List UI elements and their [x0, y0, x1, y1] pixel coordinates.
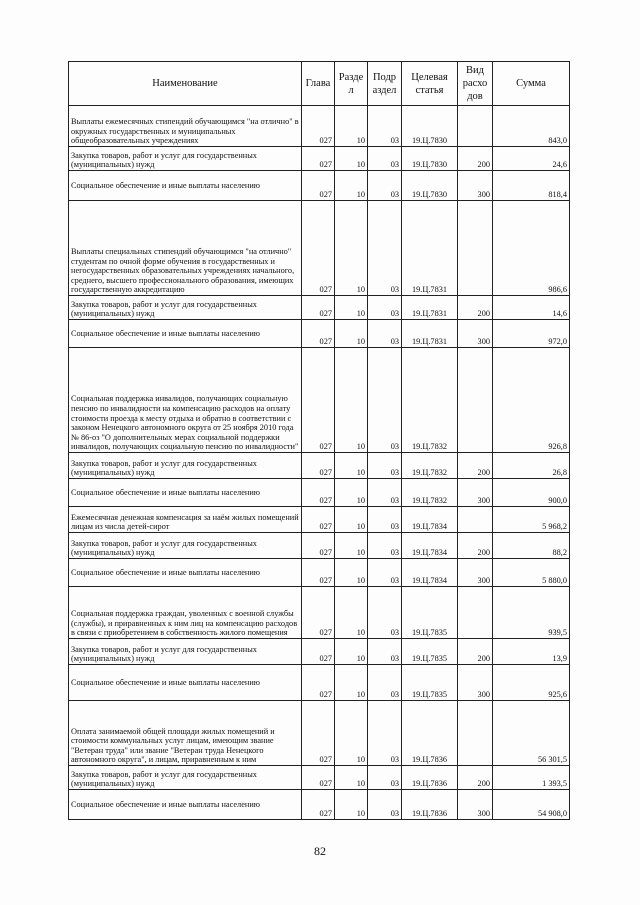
table-row	[69, 639, 570, 665]
row-section: 10	[335, 479, 368, 507]
row-chapter: 027	[302, 320, 335, 348]
row-target-item: 19.Ц.7835	[402, 587, 458, 639]
table-row	[69, 790, 570, 820]
row-chapter: 027	[302, 701, 335, 766]
table-row	[69, 171, 570, 201]
row-amount: 54 908,0	[493, 790, 570, 820]
row-section: 10	[335, 507, 368, 533]
row-target-item: 19.Ц.7830	[402, 106, 458, 147]
row-chapter: 027	[302, 348, 335, 453]
row-amount: 926,8	[493, 348, 570, 453]
row-expense-type: 200	[458, 533, 493, 559]
row-amount: 24,6	[493, 147, 570, 171]
row-target-item: 19.Ц.7834	[402, 507, 458, 533]
row-amount: 843,0	[493, 106, 570, 147]
row-expense-type: 300	[458, 171, 493, 201]
table-row	[69, 147, 570, 171]
row-name: Социальное обеспечение и иные выплаты населению	[69, 559, 302, 587]
row-section: 10	[335, 559, 368, 587]
page-number: 82	[314, 844, 326, 858]
row-amount: 939,5	[493, 587, 570, 639]
row-subsection: 03	[368, 147, 402, 171]
header-target-item: Целевая статья	[402, 62, 458, 106]
row-expense-type: 300	[458, 479, 493, 507]
row-target-item: 19.Ц.7836	[402, 766, 458, 790]
table-row	[69, 701, 570, 766]
row-amount: 1 393,5	[493, 766, 570, 790]
row-amount: 5 968,2	[493, 507, 570, 533]
row-subsection: 03	[368, 320, 402, 348]
table-row	[69, 507, 570, 533]
row-subsection: 03	[368, 479, 402, 507]
row-name: Оплата занимаемой общей площади жилых помещений и стоимости коммунальных услуг лицам, имеющим звание "Ветеран труда" или звание "Ветеран труда Ненецкого автономного округа", и лицам, приравненным к ним	[69, 701, 302, 766]
table-header-row	[69, 62, 570, 106]
row-target-item: 19.Ц.7834	[402, 559, 458, 587]
row-target-item: 19.Ц.7832	[402, 453, 458, 479]
header-name: Наименование	[69, 62, 302, 106]
row-subsection: 03	[368, 559, 402, 587]
row-subsection: 03	[368, 106, 402, 147]
row-name: Закупка товаров, работ и услуг для государственных (муниципальных) нужд	[69, 296, 302, 320]
row-target-item: 19.Ц.7832	[402, 479, 458, 507]
row-expense-type	[458, 348, 493, 453]
row-name: Выплаты ежемесячных стипендий обучающимся "на отлично" в окружных государственных и муниципальных общеобразовательных учреждениях	[69, 106, 302, 147]
row-section: 10	[335, 790, 368, 820]
row-section: 10	[335, 296, 368, 320]
budget-table	[68, 61, 570, 820]
row-name: Закупка товаров, работ и услуг для государственных (муниципальных) нужд	[69, 453, 302, 479]
row-name: Закупка товаров, работ и услуг для государственных (муниципальных) нужд	[69, 766, 302, 790]
row-name: Социальная поддержка граждан, уволенных с военной службы (службы), и приравненных к ним лиц на компенсацию расходов в связи с приобретением в собственность жилого помещения	[69, 587, 302, 639]
header-section: Разде л	[335, 62, 368, 106]
header-chapter: Глава	[302, 62, 335, 106]
row-name: Социальное обеспечение и иные выплаты населению	[69, 479, 302, 507]
row-subsection: 03	[368, 348, 402, 453]
row-subsection: 03	[368, 701, 402, 766]
row-amount: 986,6	[493, 201, 570, 296]
row-section: 10	[335, 453, 368, 479]
row-expense-type	[458, 507, 493, 533]
table-row	[69, 766, 570, 790]
row-amount: 14,6	[493, 296, 570, 320]
table-row	[69, 348, 570, 453]
row-target-item: 19.Ц.7835	[402, 665, 458, 701]
row-name: Социальное обеспечение и иные выплаты населению	[69, 665, 302, 701]
row-target-item: 19.Ц.7835	[402, 639, 458, 665]
row-section: 10	[335, 320, 368, 348]
row-name: Социальная поддержка инвалидов, получающих социальную пенсию по инвалидности на компенсацию расходов на оплату стоимости проезда к месту отдыха и обратно в соответствии с законом Ненецкого автономного округа от 25 ноября 2010 года № 86-оз "О дополнительных мерах социальной поддержки инвалидов, получающих социальную пенсию по инвалидности"	[69, 348, 302, 453]
row-subsection: 03	[368, 790, 402, 820]
row-chapter: 027	[302, 665, 335, 701]
row-amount: 972,0	[493, 320, 570, 348]
table-row	[69, 296, 570, 320]
row-chapter: 027	[302, 453, 335, 479]
row-subsection: 03	[368, 201, 402, 296]
row-target-item: 19.Ц.7836	[402, 701, 458, 766]
row-target-item: 19.Ц.7830	[402, 171, 458, 201]
row-target-item: 19.Ц.7832	[402, 348, 458, 453]
row-target-item: 19.Ц.7834	[402, 533, 458, 559]
row-amount: 900,0	[493, 479, 570, 507]
row-chapter: 027	[302, 507, 335, 533]
row-chapter: 027	[302, 296, 335, 320]
row-section: 10	[335, 587, 368, 639]
row-subsection: 03	[368, 665, 402, 701]
row-section: 10	[335, 106, 368, 147]
row-section: 10	[335, 147, 368, 171]
row-chapter: 027	[302, 587, 335, 639]
row-name: Ежемесячная денежная компенсация за наём жилых помещений лицам из числа детей-сирот	[69, 507, 302, 533]
row-section: 10	[335, 533, 368, 559]
row-chapter: 027	[302, 201, 335, 296]
row-subsection: 03	[368, 533, 402, 559]
table-row	[69, 106, 570, 147]
row-subsection: 03	[368, 587, 402, 639]
row-expense-type: 200	[458, 147, 493, 171]
row-name: Социальное обеспечение и иные выплаты населению	[69, 320, 302, 348]
table-row	[69, 201, 570, 296]
header-amount: Сумма	[493, 62, 570, 106]
row-name: Закупка товаров, работ и услуг для государственных (муниципальных) нужд	[69, 147, 302, 171]
row-name: Закупка товаров, работ и услуг для государственных (муниципальных) нужд	[69, 639, 302, 665]
table-row	[69, 665, 570, 701]
row-chapter: 027	[302, 171, 335, 201]
header-subsection: Подр аздел	[368, 62, 402, 106]
row-amount: 925,6	[493, 665, 570, 701]
row-name: Выплаты специальных стипендий обучающимся "на отлично" студентам по очной форме обучения в государственных и негосударственных образовательных учреждениях начального, среднего, высшего профессионального образования, имеющих государственную аккредитацию	[69, 201, 302, 296]
row-chapter: 027	[302, 639, 335, 665]
row-expense-type: 300	[458, 790, 493, 820]
row-subsection: 03	[368, 507, 402, 533]
row-amount: 818,4	[493, 171, 570, 201]
table-row	[69, 479, 570, 507]
row-chapter: 027	[302, 790, 335, 820]
table-row	[69, 559, 570, 587]
table-row	[69, 533, 570, 559]
row-name: Социальное обеспечение и иные выплаты населению	[69, 171, 302, 201]
row-amount: 26,8	[493, 453, 570, 479]
row-subsection: 03	[368, 766, 402, 790]
row-expense-type	[458, 587, 493, 639]
row-expense-type: 300	[458, 559, 493, 587]
table-row	[69, 320, 570, 348]
row-amount: 13,9	[493, 639, 570, 665]
row-expense-type: 300	[458, 665, 493, 701]
row-target-item: 19.Ц.7831	[402, 320, 458, 348]
row-section: 10	[335, 639, 368, 665]
row-section: 10	[335, 766, 368, 790]
table-row	[69, 587, 570, 639]
row-chapter: 027	[302, 766, 335, 790]
row-section: 10	[335, 348, 368, 453]
row-expense-type: 200	[458, 453, 493, 479]
row-name: Социальное обеспечение и иные выплаты населению	[69, 790, 302, 820]
row-subsection: 03	[368, 171, 402, 201]
row-target-item: 19.Ц.7836	[402, 790, 458, 820]
row-expense-type: 200	[458, 296, 493, 320]
row-expense-type: 200	[458, 639, 493, 665]
row-section: 10	[335, 701, 368, 766]
row-chapter: 027	[302, 559, 335, 587]
table-row	[69, 453, 570, 479]
row-section: 10	[335, 171, 368, 201]
row-amount: 56 301,5	[493, 701, 570, 766]
row-subsection: 03	[368, 639, 402, 665]
row-chapter: 027	[302, 147, 335, 171]
row-target-item: 19.Ц.7831	[402, 296, 458, 320]
row-chapter: 027	[302, 533, 335, 559]
header-expense-type: Вид расхо дов	[458, 62, 493, 106]
row-expense-type	[458, 701, 493, 766]
row-amount: 5 880,0	[493, 559, 570, 587]
row-expense-type	[458, 106, 493, 147]
row-section: 10	[335, 665, 368, 701]
row-expense-type: 300	[458, 320, 493, 348]
row-target-item: 19.Ц.7830	[402, 147, 458, 171]
row-subsection: 03	[368, 453, 402, 479]
row-chapter: 027	[302, 106, 335, 147]
row-amount: 88,2	[493, 533, 570, 559]
row-expense-type: 200	[458, 766, 493, 790]
row-expense-type	[458, 201, 493, 296]
row-section: 10	[335, 201, 368, 296]
row-name: Закупка товаров, работ и услуг для государственных (муниципальных) нужд	[69, 533, 302, 559]
row-subsection: 03	[368, 296, 402, 320]
row-target-item: 19.Ц.7831	[402, 201, 458, 296]
row-chapter: 027	[302, 479, 335, 507]
